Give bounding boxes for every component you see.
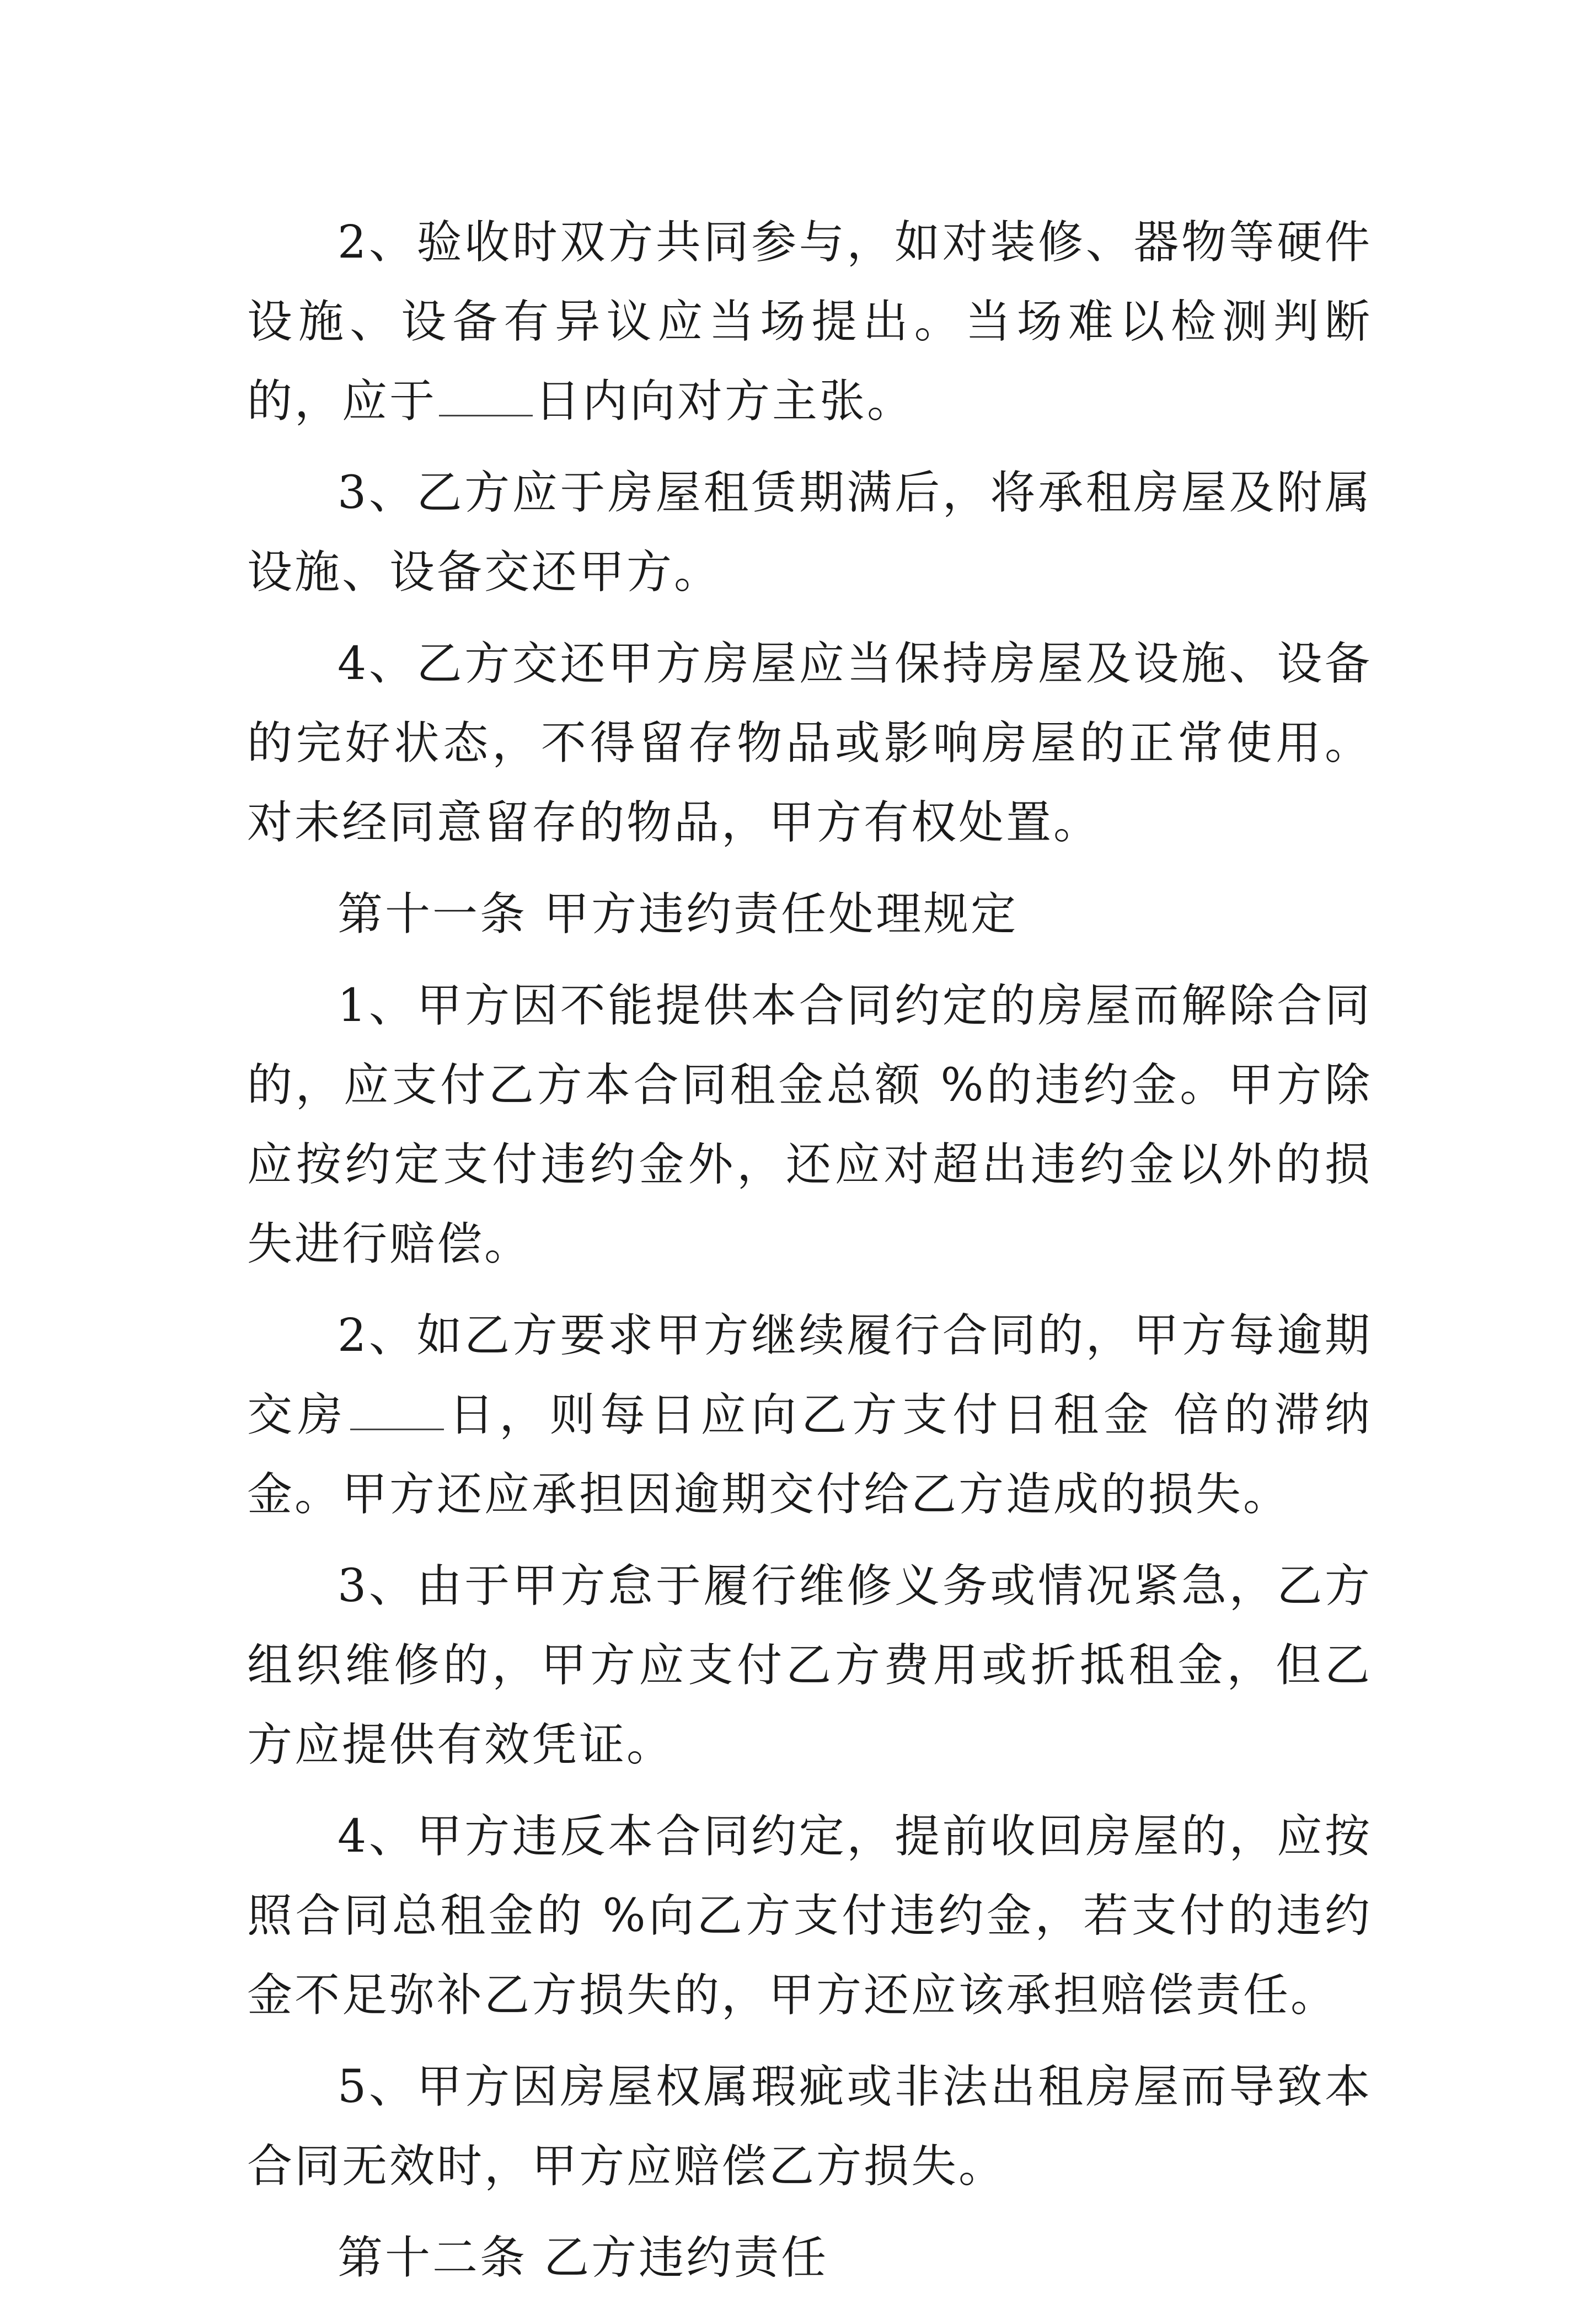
paragraph-text: 2、验收时双方共同参与，如对装修、器物等硬件设施、设备有异议应当场提出。当场难以检测判断的，应于 bbox=[247, 216, 1372, 427]
paragraph-text: 4、乙方交还甲方房屋应当保持房屋及设施、设备的完好状态，不得留存物品或影响房屋的正常使用。对未经同意留存的物品，甲方有权处置。 bbox=[247, 638, 1372, 849]
clause-11-item-1 bbox=[247, 966, 1372, 1284]
clause-10-item-3 bbox=[247, 453, 1372, 612]
heading-text: 第十二条 乙方违约责任 bbox=[338, 2232, 829, 2284]
paragraph-text-continued: 日，则每日应向乙方支付日租金 倍的滞纳金。甲方还应承担因逾期交付给乙方造成的损失。 bbox=[247, 1389, 1372, 1521]
clause-11-item-5 bbox=[247, 2047, 1372, 2206]
clause-11-heading bbox=[247, 875, 1372, 954]
clause-10-item-4 bbox=[247, 624, 1372, 863]
clause-11-item-3 bbox=[247, 1547, 1372, 1785]
paragraph-text: 5、甲方因房屋权属瑕疵或非法出租房屋而导致本合同无效时，甲方应赔偿乙方损失。 bbox=[247, 2061, 1372, 2193]
clause-11-item-2 bbox=[247, 1296, 1372, 1534]
paragraph-text: 3、由于甲方怠于履行维修义务或情况紧急，乙方组织维修的，甲方应支付乙方费用或折抵租金，但乙方应提供有效凭证。 bbox=[247, 1560, 1372, 1771]
fill-in-blank bbox=[350, 1384, 444, 1430]
paragraph-text: 3、乙方应于房屋租赁期满后，将承租房屋及附属设施、设备交还甲方。 bbox=[247, 467, 1372, 598]
paragraph-text: 4、甲方违反本合同约定，提前收回房屋的，应按照合同总租金的 %向乙方支付违约金，若支付的违约金不足弥补乙方损失的，甲方还应该承担赔偿责任。 bbox=[247, 1810, 1372, 2022]
paragraph-text: 2、如乙方要求甲方继续履行合同的，甲方每逾期交房 bbox=[247, 1309, 1372, 1441]
heading-text: 第十一条 甲方违约责任处理规定 bbox=[338, 888, 1019, 940]
paragraph-text-continued: 日内向对方主张。 bbox=[535, 375, 915, 427]
clause-12-heading bbox=[247, 2218, 1372, 2298]
clause-11-item-4 bbox=[247, 1797, 1372, 2035]
fill-in-blank bbox=[439, 371, 533, 416]
paragraph-text: 1、甲方因不能提供本合同约定的房屋而解除合同的，应支付乙方本合同租金总额 %的违约金。甲方除应按约定支付违约金外，还应对超出违约金以外的损失进行赔偿。 bbox=[247, 980, 1372, 1270]
document-body bbox=[247, 203, 1372, 2310]
clause-10-item-2 bbox=[247, 203, 1372, 441]
